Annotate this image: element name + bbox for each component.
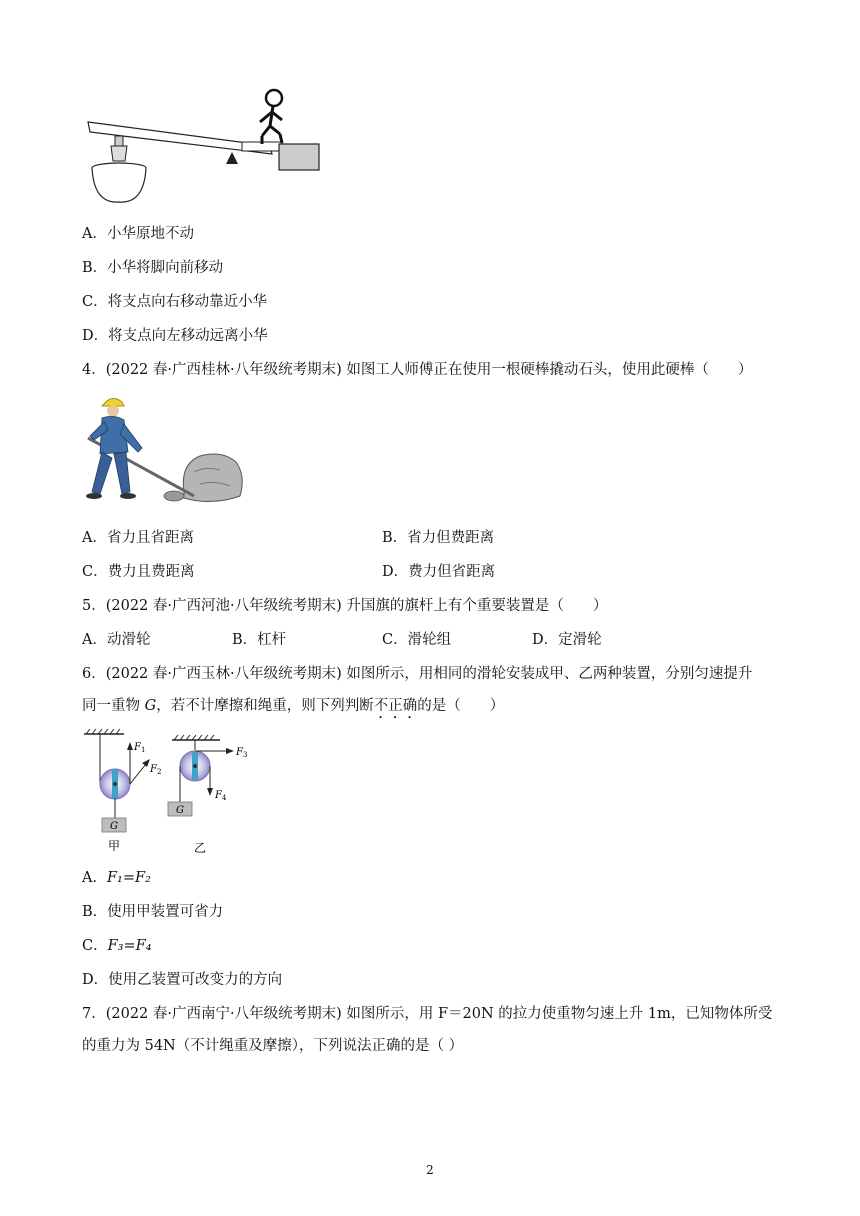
label-f4: $F_4$ xyxy=(215,790,227,802)
q6-option-d: D．使用乙装置可改变力的方向 xyxy=(82,972,283,988)
label-f1: $F_1$ xyxy=(134,742,146,754)
q7-stem-line1: 7．(2022 春·广西南宁·八年级统考期末) 如图所示，用 F＝20N 的拉力使重物匀速上升 1m，已知物体所受 xyxy=(82,1006,773,1022)
q3-option-c: C．将支点向右移动靠近小华 xyxy=(82,294,268,310)
q7-stem-line2: 的重力为 54N（不计绳重及摩擦），下列说法正确的是（ ） xyxy=(82,1038,464,1054)
q6-option-c: C．F₃=F₄ xyxy=(82,938,152,954)
q6-option-b: B．使用甲装置可省力 xyxy=(82,904,224,920)
q4-stem: 4．(2022 春·广西桂林·八年级统考期末) 如图工人师傅正在使用一根硬棒撬动石头，使用此硬棒（ ） xyxy=(82,362,753,378)
page-number: 2 xyxy=(426,1163,434,1177)
q3-option-b: B．小华将脚向前移动 xyxy=(82,260,224,276)
q5-option-b: B．杠杆 xyxy=(232,632,287,648)
q4-option-d: D．费力但省距离 xyxy=(382,564,496,580)
label-g-yi: G xyxy=(176,805,184,816)
q5-option-a: A．动滑轮 xyxy=(82,632,151,648)
q6-stem-line1: 6．(2022 春·广西玉林·八年级统考期末) 如图所示，用相同的滑轮安装成甲、乙两种装置，分别匀速提升 xyxy=(82,666,753,682)
q3-option-d: D．将支点向左移动远离小华 xyxy=(82,328,268,344)
q5-stem: 5．(2022 春·广西河池·八年级统考期末) 升国旗的旗杆上有个重要装置是（ ） xyxy=(82,598,608,614)
seesaw-figure xyxy=(82,86,327,204)
q6-option-a: A．F₁=F₂ xyxy=(82,870,151,886)
q3-option-a: A．小华原地不动 xyxy=(82,226,194,242)
label-jia: 甲 xyxy=(108,839,121,853)
q4-option-a: A．省力且省距离 xyxy=(82,530,194,546)
q5-option-c: C．滑轮组 xyxy=(382,632,452,648)
label-f2: $F_2$ xyxy=(150,764,162,776)
q4-option-c: C．费力且费距离 xyxy=(82,564,195,580)
q5-option-d: D．定滑轮 xyxy=(532,632,602,648)
worker-lever-figure xyxy=(82,392,247,510)
label-yi: 乙 xyxy=(194,841,207,855)
label-g-jia: G xyxy=(110,821,118,832)
label-f3: $F_3$ xyxy=(236,747,248,759)
q6-stem-line2: 同一重物 G，若不计摩擦和绳重，则下列判断不正确的是（ ） xyxy=(82,698,505,714)
pulley-figure xyxy=(82,728,257,856)
q4-option-b: B．省力但费距离 xyxy=(382,530,495,546)
